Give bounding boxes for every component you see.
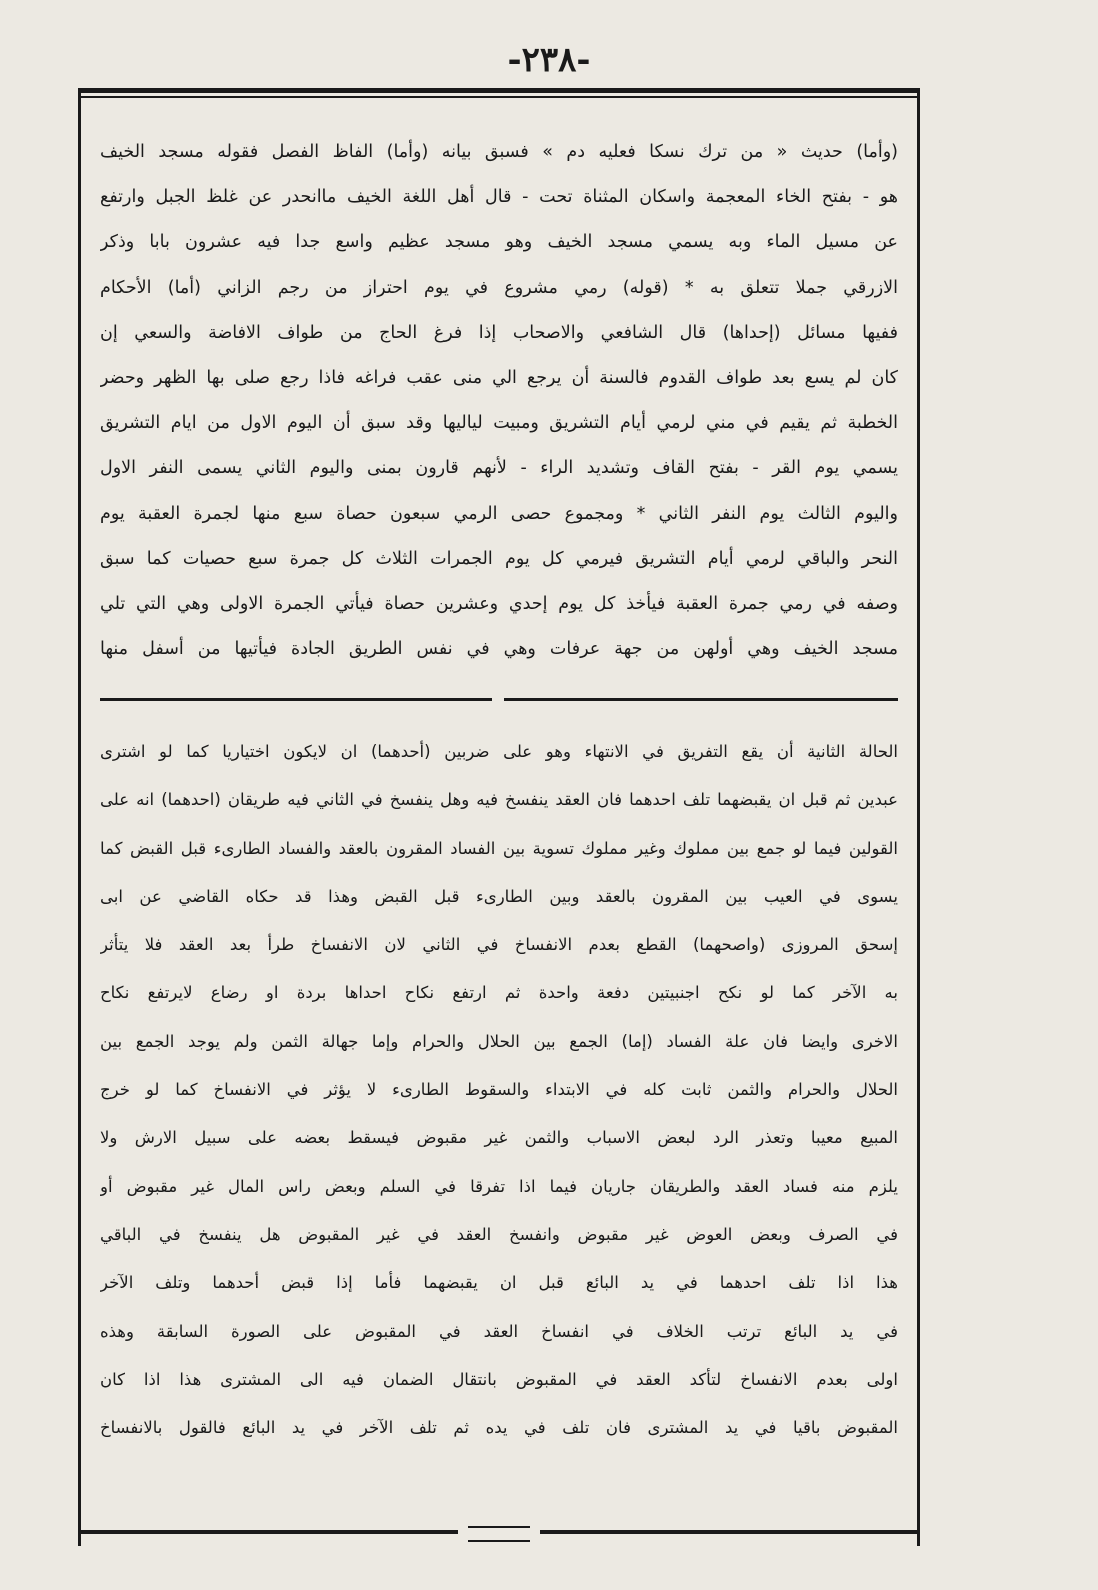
text-line: النحر والباقي لرمي أيام التشريق فيرمي كل يوم الجمرات الثلاث كل جمرة سبع حصيات كما سبق [100,548,898,569]
bottom-rule-left [78,1530,458,1534]
bottom-rule-right [540,1530,920,1534]
text-line: في الصرف وبعض العوض غير مقبوض وانفسخ العقد في غير المقبوض هل ينفسخ في الباقي [100,1224,898,1244]
text-line: كان لم يسع بعد طواف القدوم فالسنة أن يرجع الي منى عقب فراغه فاذا رجع صلى بها الظهر وحضر [100,367,898,388]
text-line: مسجد الخيف وهي أولهن من جهة عرفات وهي في نفس الطريق الجادة فيأتيها من أسفل منها [100,639,898,660]
text-line: يسوى في العيب بين المقرون بالعقد وبين الطارىء قبل القبض وهذا قد حكاه القاضي عن ابى [100,886,898,906]
top-border-thin [78,96,920,98]
text-line: يسمي يوم القر - بفتح القاف وتشديد الراء - لأنهم قارون بمنى واليوم الثاني يسمى النفر الاول [100,458,898,479]
text-line: (وأما) حديث « من ترك نسكا فعليه دم » فسبق بيانه (وأما) الفاظ الفصل فقوله مسجد الخيف [100,142,898,162]
text-line: وصفه في رمي جمرة العقبة فيأخذ كل يوم إحدي وعشرين حصاة فيأتي الجمرة الاولى وهي التي تلي [100,593,898,614]
text-line: هذا اذا تلف احدهما في يد البائع قبل ان يقبضهما فأما إذا قبض أحدهما وتلف الآخر [100,1273,898,1293]
text-line: الخطبة ثم يقيم في مني لرمي أيام التشريق ومبيت لياليها وقد سبق أن اليوم الاول من ايام التشريق [100,413,898,434]
right-border [917,88,920,1546]
text-line: عبدين ثم قبل ان يقبضهما تلف احدهما فان العقد ينفسخ فيه وهل ينفسخ في الثاني فيه طريقان (احدهما) انه على [100,790,898,810]
top-border-thick [78,88,920,93]
page-frame [78,88,920,1546]
page-number: -٢٣٨- [507,40,591,80]
text-line: يلزم منه فساد العقد والطريقان جاريان فيما اذا تفرقا في السلم وبعض راس المال غير مقبوض أو [100,1176,898,1196]
text-line: الاخرى وايضا فان علة الفساد (إما) الجمع بين الحلال والحرام وإما جهالة الثمن ولم يوجد الجمع بين [100,1031,898,1051]
text-line: اولى بعدم الانفساخ لتأكد العقد في المقبوض بانتقال الضمان فيه الى المشترى هذا اذا كان [100,1369,898,1389]
bottom-rule-center [468,1526,530,1542]
text-line: إسحق المروزى (واصحهما) القطع بعدم الانفساخ في الثاني لان الانفساخ طرأ بعد العقد فلا يتأثر [100,935,898,955]
left-border [78,88,81,1546]
text-line: في يد البائع ترتب الخلاف في انفساخ العقد في المقبوض على الصورة السابقة وهذه [100,1321,898,1341]
text-line: المبيع معيبا وتعذر الرد لبعض الاسباب والثمن غير مقبوض فيسقط بعضه على سبيل الارش ولا [100,1128,898,1148]
divider-gap [492,697,504,703]
commentary-section [100,130,898,750]
text-line: الحلال والحرام والثمن ثابت كله في الابتداء والسقوط الطارىء لا يؤثر في الانفساخ كما لو خرج [100,1080,898,1100]
text-line: القولين فيما لو جمع بين مملوك وغير مملوك تسوية بين الفساد المقرون بالعقد والفساد الطارىء قبل القبض كما [100,838,898,858]
text-line: واليوم الثالث يوم النفر الثاني * ومجموع حصى الرمي سبعون حصاة سبع منها لجمرة العقبة يوم [100,503,898,524]
text-line: الحالة الثانية أن يقع التفريق في الانتهاء وهو على ضربين (أحدهما) ان لايكون اختياريا كما لو اشترى [100,742,898,761]
text-line: به الآخر كما لو نكح اجنبيتين دفعة واحدة ثم ارتفع نكاح احداها بردة او رضاع لايرتفع نكاح [100,983,898,1003]
text-line: ففيها مسائل (إحداها) قال الشافعي والاصحاب إذا فرغ الحاج من طواف الافاضة والسعي إن [100,322,898,343]
main-text-section [100,728,898,1530]
section-divider [100,698,898,706]
bottom-border-ornament [78,1524,920,1544]
text-line: المقبوض باقيا في يد المشترى فان تلف في يده ثم تلف الآخر في يد البائع فالقول بالانفساخ [100,1418,898,1438]
text-line: الازرقي جملا تتعلق به * (قوله) رمي مشروع في يوم احتراز من رجم الزاني (أما) الأحكام [100,277,898,298]
text-line: هو - بفتح الخاء المعجمة واسكان المثناة تحت - قال أهل اللغة الخيف ماانحدر عن غلظ الجبل وارتفع [100,187,898,208]
text-line: عن مسيل الماء وبه يسمي مسجد الخيف وهو مسجد عظيم واسع جدا فيه عشرون بابا وذكر [100,232,898,253]
